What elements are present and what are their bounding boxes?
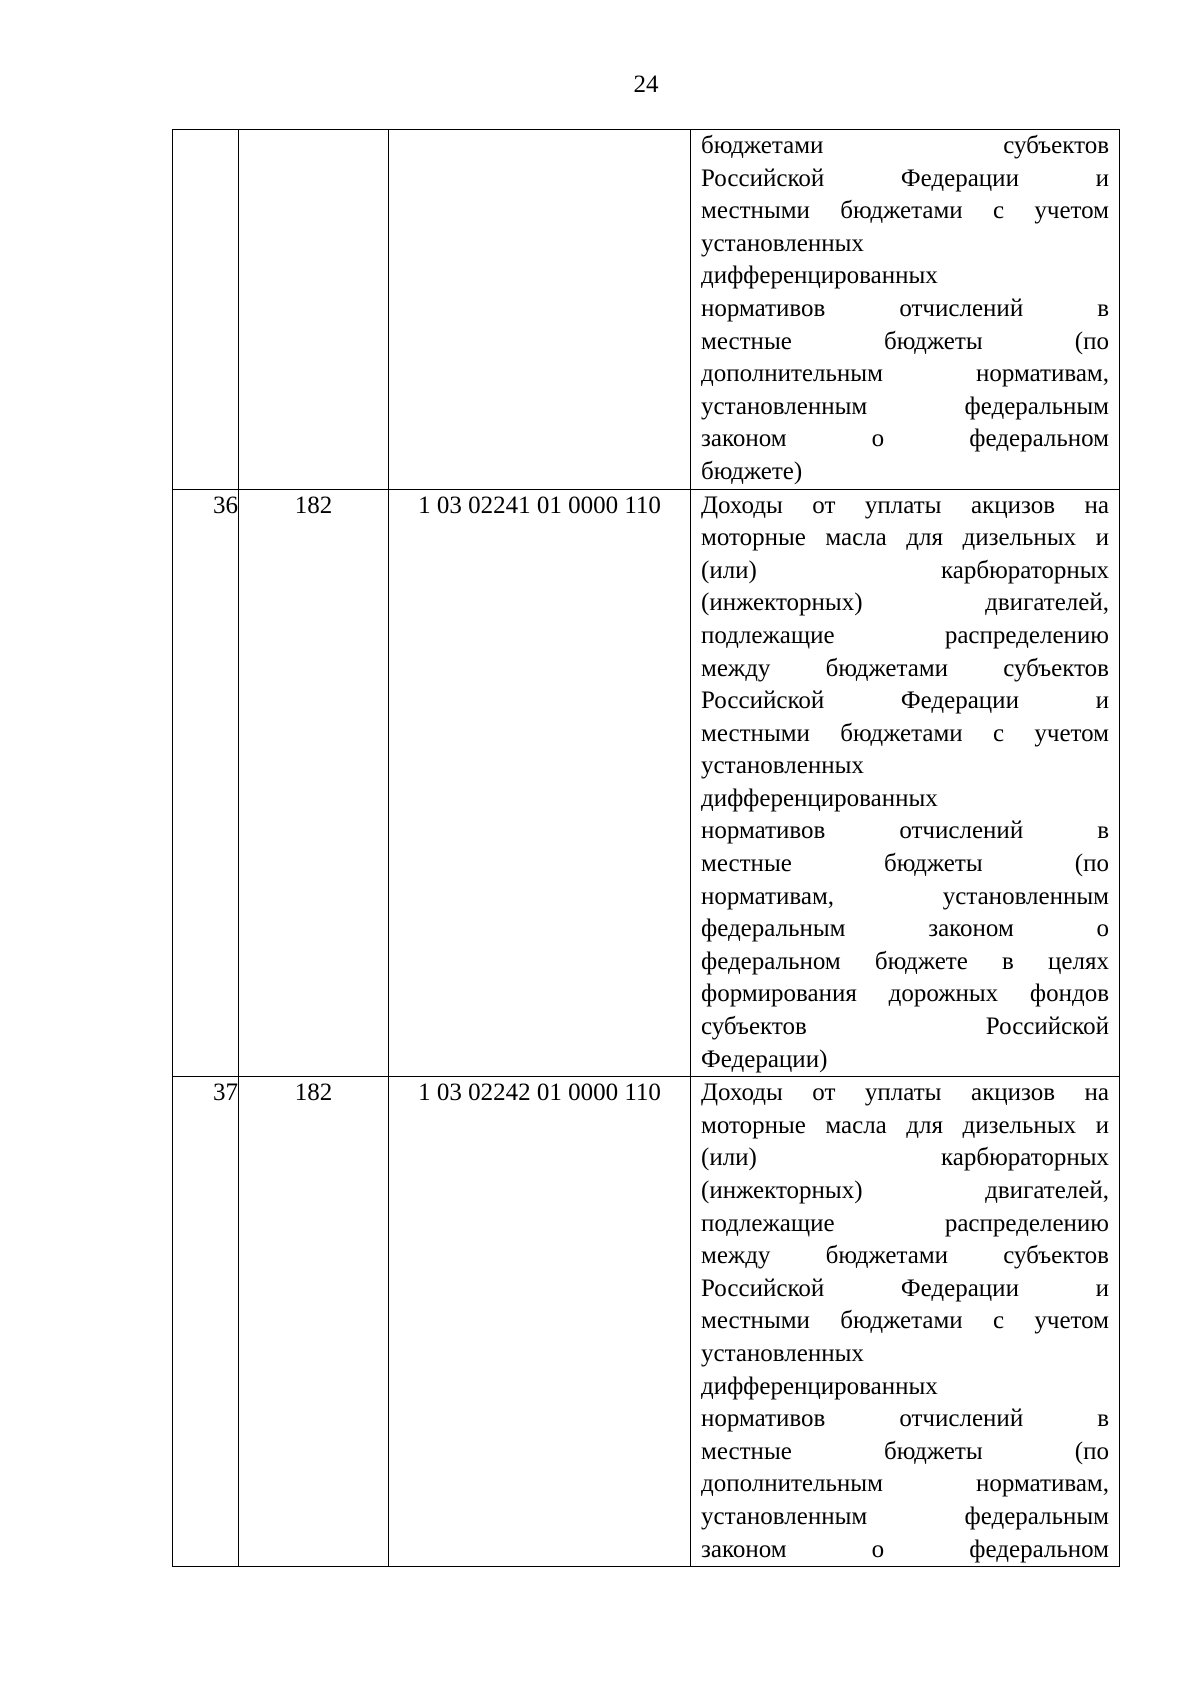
description-line: дифференцированных <box>701 262 938 290</box>
description-line: субъектов Российской <box>701 1013 1109 1041</box>
description-line: установленных <box>701 752 864 780</box>
description-line: (или) карбюраторных <box>701 1144 1109 1172</box>
description-line: нормативам, установленным <box>701 882 1109 910</box>
description-line: дополнительным нормативам, <box>701 1470 1109 1498</box>
description-line: моторные масла для дизельных и <box>701 524 1109 552</box>
table-row <box>173 130 1120 490</box>
row-number-cell <box>173 130 239 490</box>
description-line: дифференцированных <box>701 1372 938 1400</box>
description-line: Доходы от уплаты акцизов на <box>701 491 1109 519</box>
description-line: (или) карбюраторных <box>701 556 1109 584</box>
admin-code-cell: 182 <box>239 489 389 1077</box>
description-line: Российской Федерации и <box>701 1274 1109 1302</box>
description-line: подлежащие распределению <box>701 621 1109 649</box>
description-line: (инжекторных) двигателей, <box>701 1177 1109 1204</box>
table-body <box>173 130 1120 1567</box>
description-line: нормативов отчислений в <box>701 1405 1109 1433</box>
description-line: между бюджетами субъектов <box>701 654 1109 682</box>
description-line: местными бюджетами с учетом <box>701 1307 1109 1335</box>
description-line: Федерации) <box>701 1045 828 1073</box>
row-number-cell: 37 <box>173 1077 239 1567</box>
description-line: установленным федеральным <box>701 392 1109 420</box>
description-line: местные бюджеты (по <box>701 1437 1109 1465</box>
description-line: между бюджетами субъектов <box>701 1242 1109 1270</box>
description-line: установленным федеральным <box>701 1502 1109 1530</box>
description-line: установленных <box>701 229 864 257</box>
description-line: федеральном бюджете в целях <box>701 947 1109 975</box>
description-line: законом о федеральном <box>701 1535 1109 1563</box>
row-number-cell: 36 <box>173 489 239 1077</box>
description-line: Российской Федерации и <box>701 687 1109 715</box>
table-row <box>173 1077 1120 1567</box>
description-line: местными бюджетами с учетом <box>701 719 1109 747</box>
description-cell <box>691 489 1120 1077</box>
revenue-codes-table <box>172 129 1120 1567</box>
page-number: 24 <box>633 71 659 98</box>
description-line: Российской Федерации и <box>701 164 1109 192</box>
kbk-code-cell: 1 03 02241 01 0000 110 <box>389 489 691 1077</box>
description-line: Доходы от уплаты акцизов на <box>701 1079 1109 1107</box>
description-line: моторные масла для дизельных и <box>701 1111 1109 1139</box>
description-line: нормативов отчислений в <box>701 294 1109 322</box>
description-line: нормативов отчислений в <box>701 817 1109 845</box>
description-line: дополнительным нормативам, <box>701 360 1109 388</box>
description-line: установленных <box>701 1339 864 1367</box>
description-line: дифференцированных <box>701 784 938 812</box>
description-line: местные бюджеты (по <box>701 327 1109 355</box>
description-line: формирования дорожных фондов <box>701 980 1109 1008</box>
kbk-code-cell <box>389 130 691 490</box>
admin-code-cell <box>239 130 389 490</box>
description-line: (инжекторных) двигателей, <box>701 589 1109 617</box>
kbk-code-cell: 1 03 02242 01 0000 110 <box>389 1077 691 1567</box>
description-line: законом о федеральном <box>701 425 1109 453</box>
admin-code-cell: 182 <box>239 1077 389 1567</box>
description-line: бюджетами субъектов <box>701 132 1109 159</box>
description-line: местные бюджеты (по <box>701 850 1109 878</box>
description-line: бюджете) <box>701 457 803 485</box>
description-line: местными бюджетами с учетом <box>701 197 1109 225</box>
table-row <box>173 489 1120 1077</box>
description-cell <box>691 1077 1120 1567</box>
description-line: подлежащие распределению <box>701 1209 1109 1237</box>
description-cell <box>691 130 1120 490</box>
description-line: федеральным законом о <box>701 915 1109 943</box>
